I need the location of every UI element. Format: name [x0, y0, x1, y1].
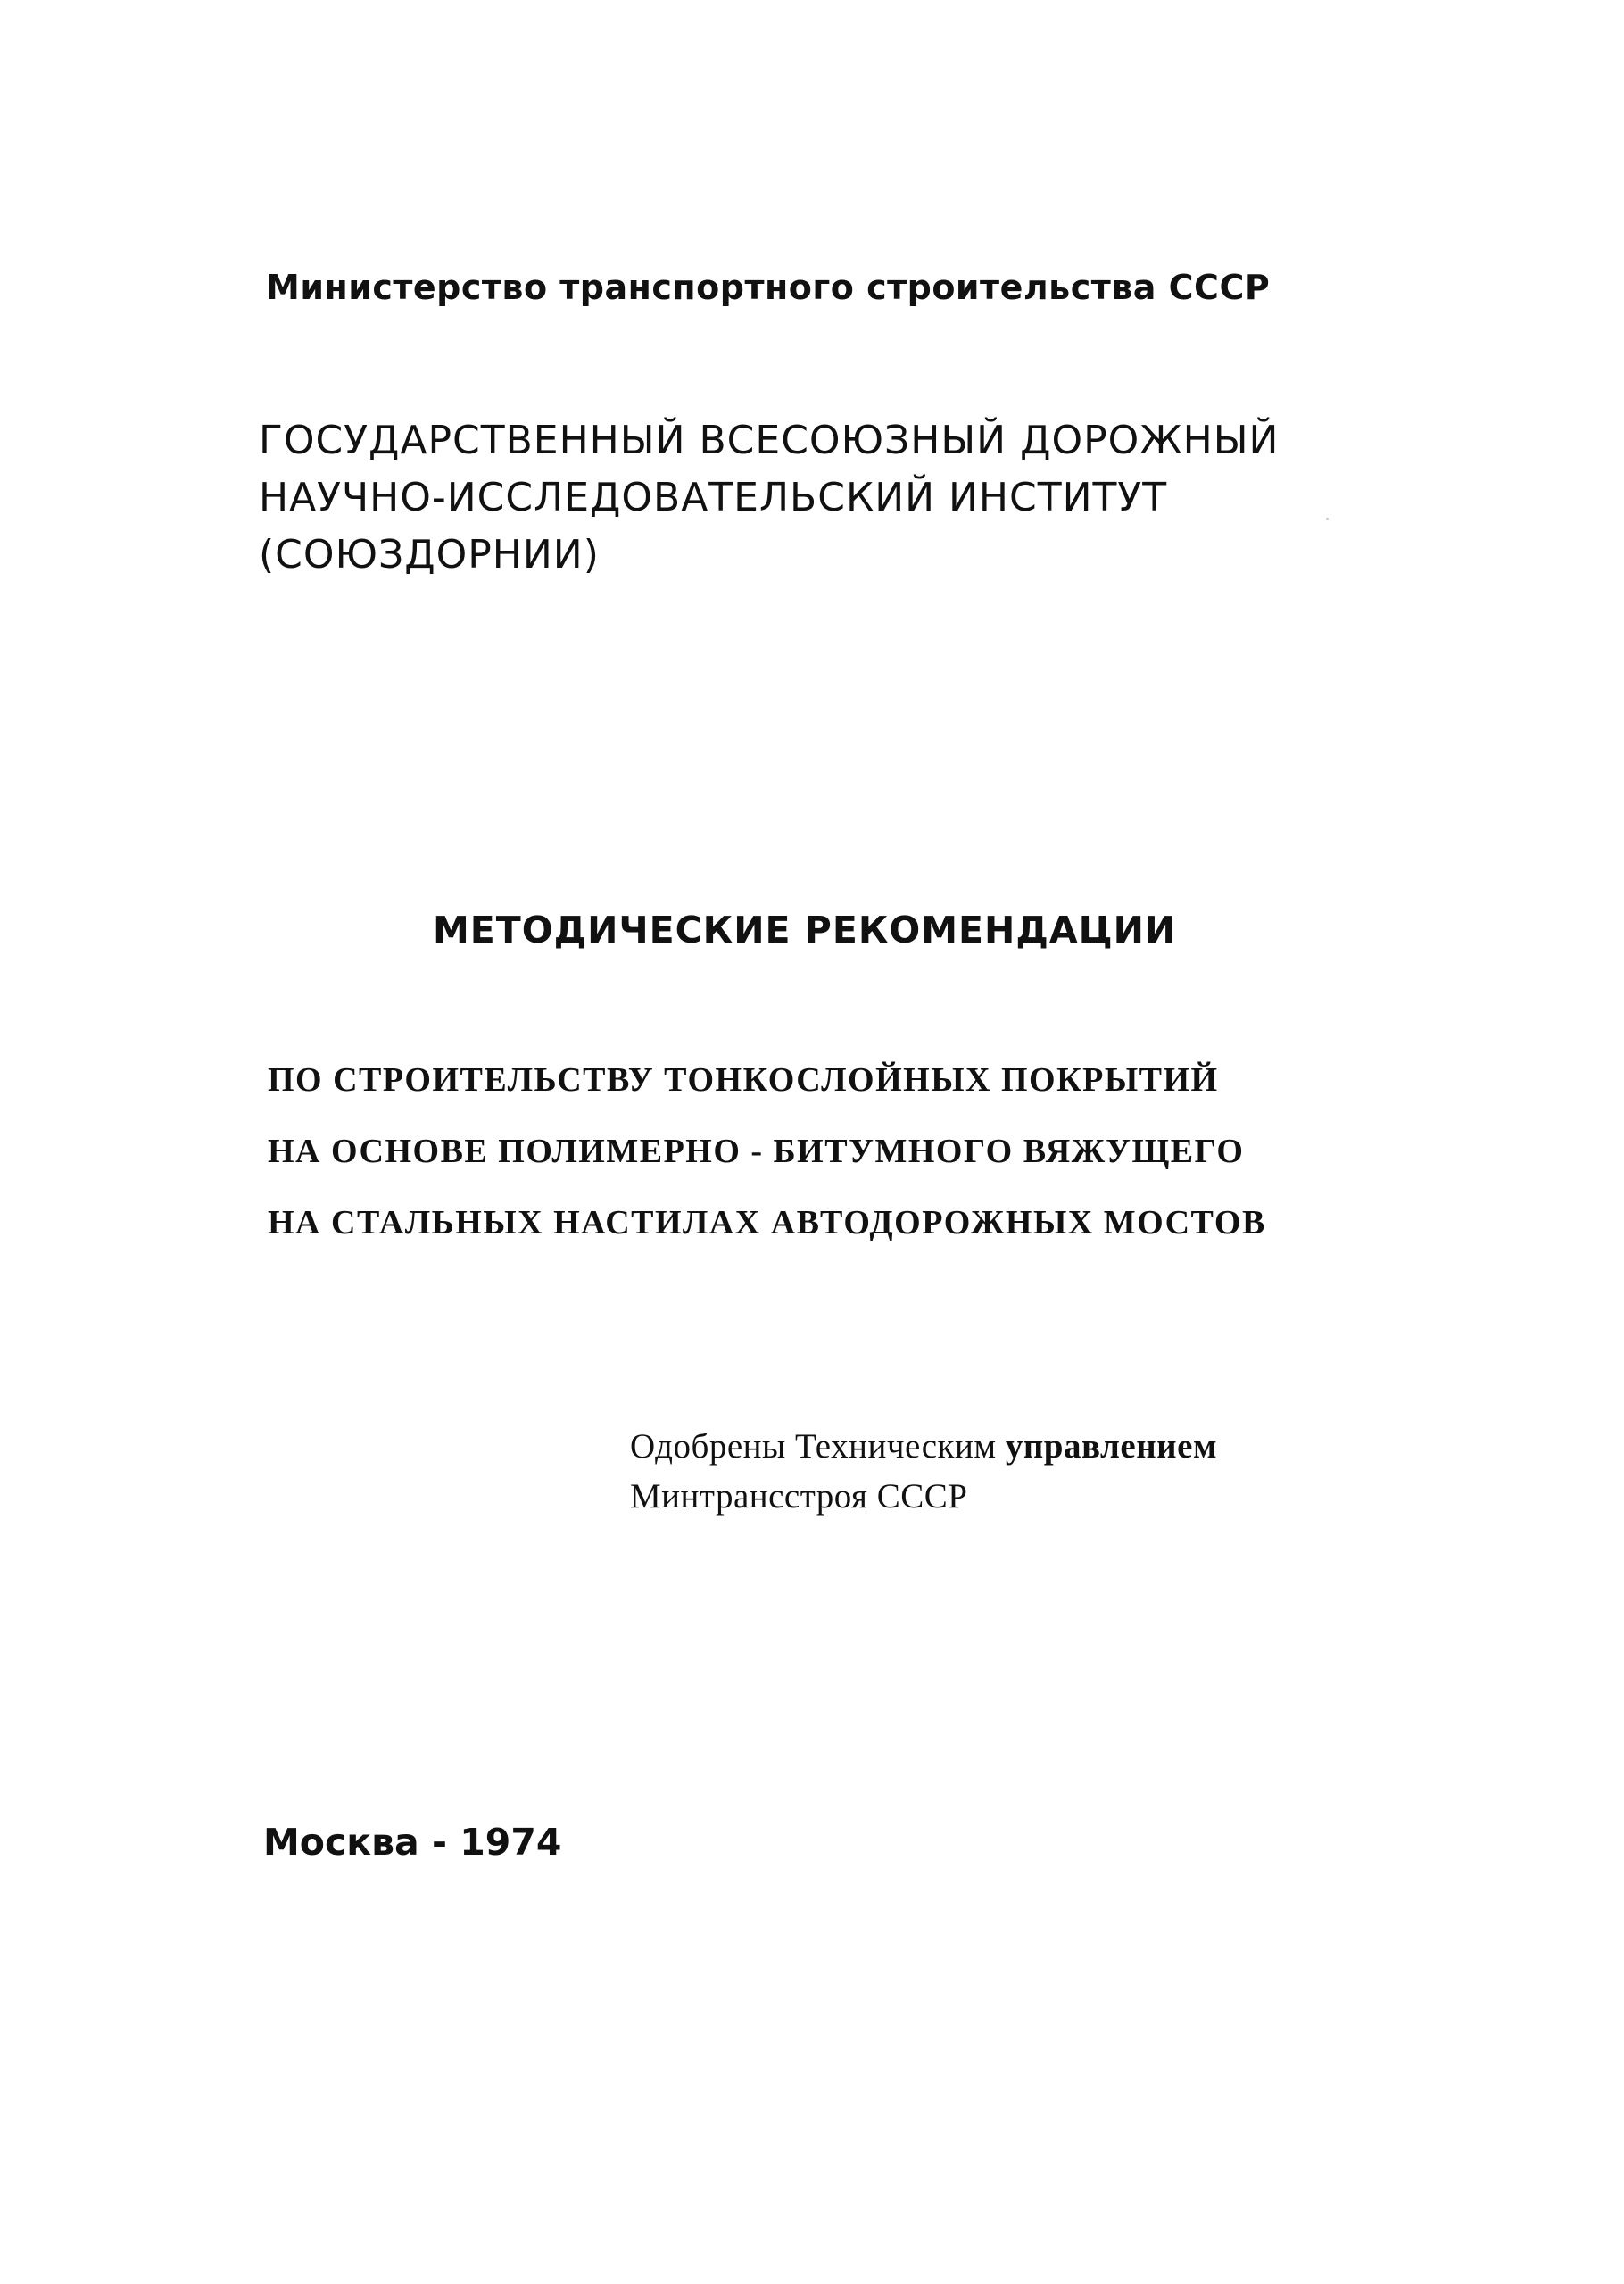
institute-name-line-2: НАУЧНО-ИССЛЕДОВАТЕЛЬСКИЙ ИНСТИТУТ [259, 475, 1168, 520]
subject-line-1: ПО СТРОИТЕЛЬСТВУ ТОНКОСЛОЙНЫХ ПОКРЫТИЙ [268, 1061, 1219, 1099]
approval-body-word: управлением [1005, 1427, 1218, 1466]
approval-line-1 [630, 1426, 1217, 1466]
city-and-year: Москва - 1974 [263, 1821, 562, 1864]
subject-line-2: НА ОСНОВЕ ПОЛИМЕРНО - БИТУМНОГО ВЯЖУЩЕГО [268, 1133, 1245, 1170]
institute-abbreviation: (СОЮЗДОРНИИ) [259, 532, 600, 577]
approval-line-2: Минтрансстроя СССР [630, 1477, 968, 1516]
scan-speck [1326, 518, 1329, 520]
ministry-name: Министерство транспортного строительства СССР [266, 268, 1271, 307]
subject-line-3: НА СТАЛЬНЫХ НАСТИЛАХ АВТОДОРОЖНЫХ МОСТОВ [268, 1204, 1266, 1242]
approval-text: Одобрены Техническим [630, 1427, 1006, 1466]
document-type-heading: МЕТОДИЧЕСКИЕ РЕКОМЕНДАЦИИ [433, 909, 1177, 951]
institute-name-line-1: ГОСУДАРСТВЕННЫЙ ВСЕСОЮЗНЫЙ ДОРОЖНЫЙ [259, 418, 1280, 463]
